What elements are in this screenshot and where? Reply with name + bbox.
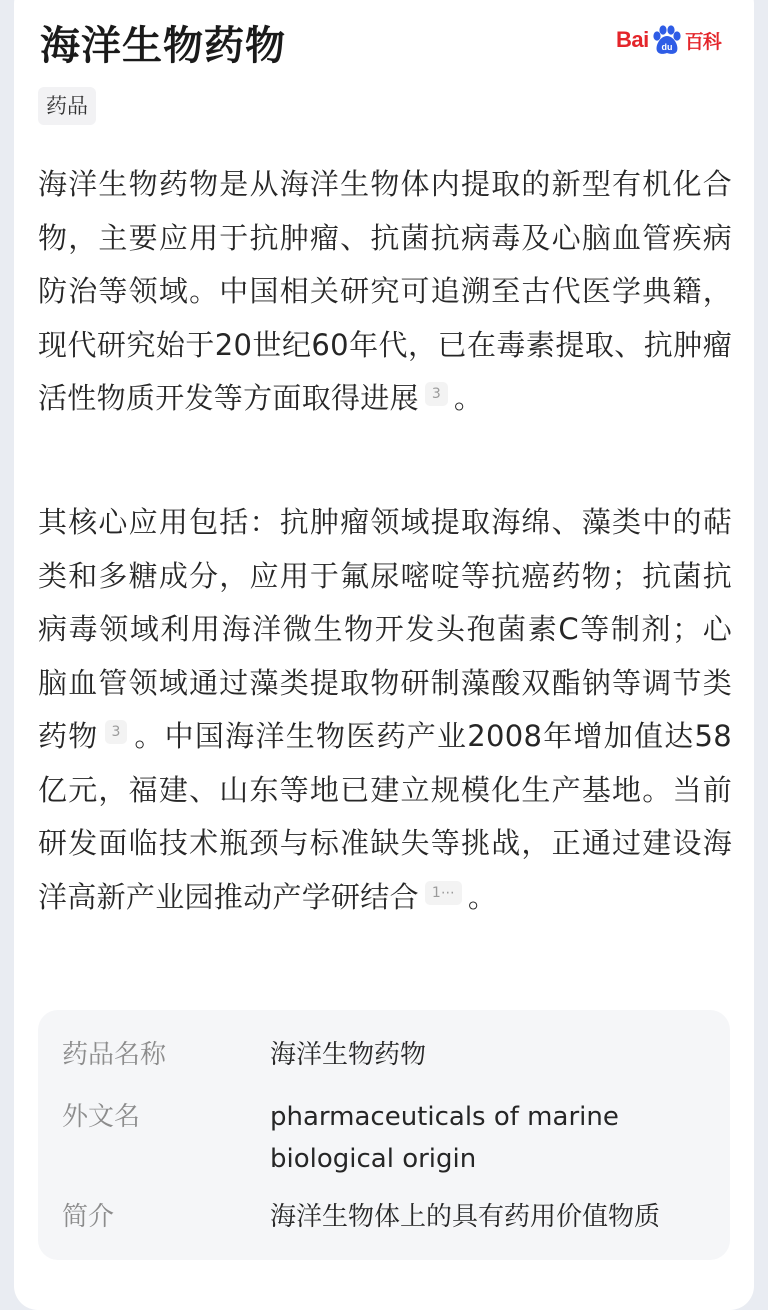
info-key: 药品名称	[62, 1040, 167, 1070]
reference-badge[interactable]: 3	[425, 382, 448, 406]
category-tag[interactable]: 药品	[38, 87, 96, 125]
paw-icon	[650, 24, 684, 56]
reference-badge[interactable]: 3	[105, 720, 128, 744]
info-key: 简介	[62, 1202, 115, 1232]
summary-text-1: 海洋生物药物是从海洋生物体内提取的新型有机化合物，主要应用于抗肿瘤、抗菌抗病毒及心脑血管疾病防治等领域。中国相关研究可追溯至古代医学典籍，现代研究始于20世纪60年代，已在毒素提取、抗肿瘤活性物质开发等方面取得进展	[38, 167, 732, 415]
info-box	[38, 1010, 730, 1260]
punctuation: 。	[467, 879, 498, 914]
summary-paragraph-1	[38, 158, 732, 426]
summary-text-2a: 其核心应用包括：抗肿瘤领域提取海绵、藻类中的萜类和多糖成分，应用于氟尿嘧啶等抗癌药物；抗菌抗病毒领域利用海洋微生物开发头孢菌素C等制剂；心脑血管领域通过藻类提取物研制藻酸双酯钠等调节类药物	[38, 505, 732, 753]
info-value: 海洋生物体上的具有药用价值物质	[270, 1202, 661, 1232]
summary-paragraph-2	[38, 496, 732, 924]
summary-text-2b: 。中国海洋生物医药产业2008年增加值达58亿元，福建、山东等地已建立规模化生产基地。当前研发面临技术瓶颈与标准缺失等挑战，正通过建设海洋高新产业园推动产学研结合	[38, 719, 732, 914]
info-value: pharmaceuticals of marine biological origin	[270, 1102, 619, 1174]
punctuation: 。	[453, 381, 484, 415]
logo-bai-text: Bai	[616, 27, 649, 52]
info-key: 外文名	[62, 1102, 141, 1132]
logo-baike-text: 百科	[684, 30, 721, 53]
page-title: 海洋生物药物	[40, 23, 286, 69]
logo-du-text: du	[661, 42, 673, 52]
info-value: 海洋生物药物	[270, 1040, 427, 1070]
reference-badge[interactable]: 1⋯	[425, 881, 462, 905]
baidu-baike-logo[interactable]	[616, 22, 721, 58]
